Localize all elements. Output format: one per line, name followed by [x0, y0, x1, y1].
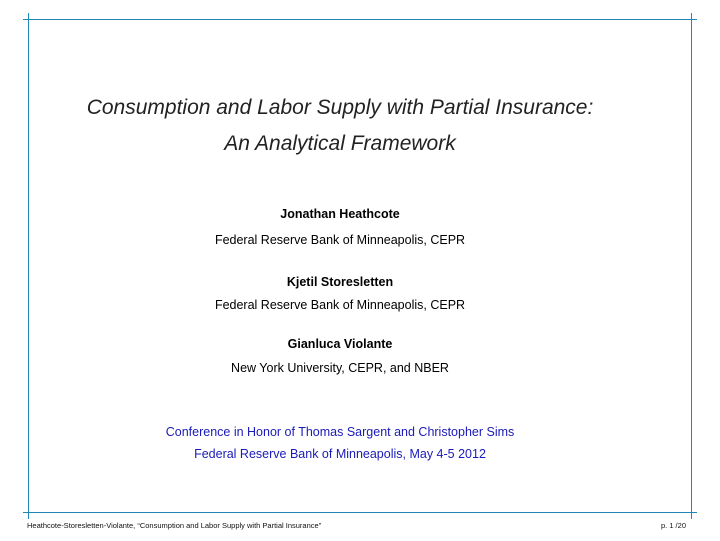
- frame-left-line: [28, 13, 29, 519]
- slide-title-line-1: Consumption and Labor Supply with Partial Insurance:: [86, 96, 594, 119]
- author-name-heathcote: Jonathan Heathcote: [280, 207, 400, 221]
- footer-page-number: p. 1 /20: [660, 521, 686, 530]
- frame-top-line: [23, 19, 697, 20]
- slide-title-line-2: An Analytical Framework: [224, 132, 456, 155]
- frame-right-line: [691, 13, 692, 519]
- author-affiliation-heathcote: Federal Reserve Bank of Minneapolis, CEPR: [214, 233, 466, 247]
- author-name-violante: Gianluca Violante: [287, 337, 393, 351]
- conference-venue-date: Federal Reserve Bank of Minneapolis, May 4-5 2012: [194, 447, 486, 461]
- author-name-storesletten: Kjetil Storesletten: [286, 275, 394, 289]
- footer-citation: Heathcote-Storesletten-Violante, “Consumption and Labor Supply with Partial Insurance”: [27, 521, 322, 530]
- author-affiliation-storesletten: Federal Reserve Bank of Minneapolis, CEPR: [214, 298, 466, 312]
- conference-title: Conference in Honor of Thomas Sargent and Christopher Sims: [165, 425, 515, 439]
- frame-bottom-line: [23, 512, 697, 513]
- author-affiliation-violante: New York University, CEPR, and NBER: [231, 361, 449, 375]
